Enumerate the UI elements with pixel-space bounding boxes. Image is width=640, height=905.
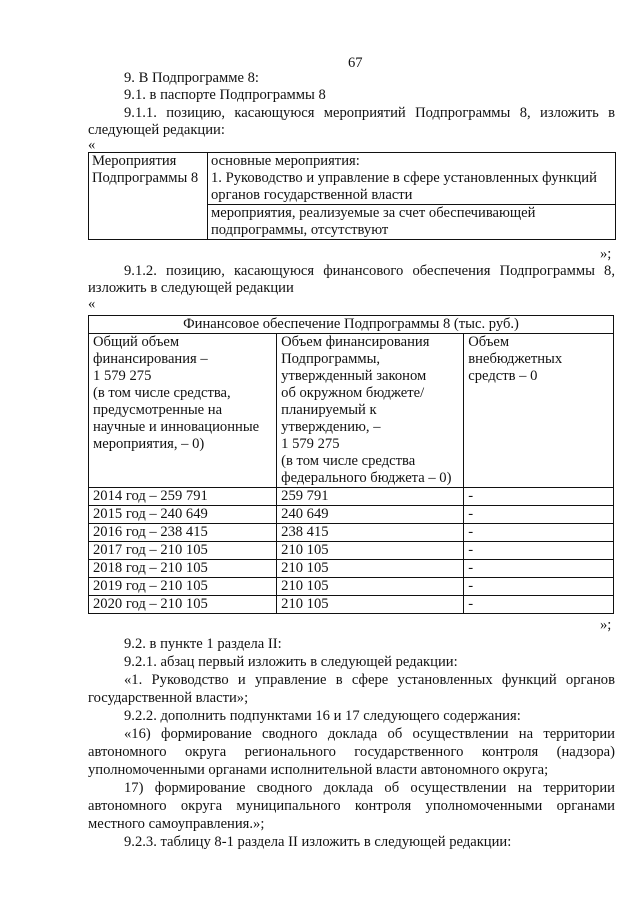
amount-cell: 210 105 bbox=[277, 596, 464, 614]
paragraph-9-2: 9.2. в пункте 1 раздела II: bbox=[124, 636, 282, 652]
table-row bbox=[89, 542, 614, 560]
quote-open-2: « bbox=[88, 296, 96, 312]
table-row bbox=[89, 488, 614, 506]
extra-cell: - bbox=[464, 560, 614, 578]
program-financing-line: Объем финансирования bbox=[281, 334, 430, 350]
paragraph-item-1-line1: «1. Руководство и управление в сфере установленных функций органов bbox=[124, 672, 615, 688]
program-financing-line: об окружном бюджете/ bbox=[281, 385, 425, 401]
total-financing-cell bbox=[89, 334, 277, 488]
total-financing-line: Общий объем bbox=[93, 334, 180, 350]
year-cell: 2015 год – 240 649 bbox=[89, 506, 277, 524]
total-financing-line: (в том числе средства, bbox=[93, 385, 231, 401]
table-row bbox=[89, 578, 614, 596]
program-financing-line: 1 579 275 bbox=[281, 436, 340, 452]
amount-cell: 210 105 bbox=[277, 560, 464, 578]
financing-table bbox=[88, 315, 614, 614]
financing-title: Финансовое обеспечение Подпрограммы 8 (тыс. руб.) bbox=[89, 316, 614, 334]
program-financing-cell bbox=[277, 334, 464, 488]
paragraph-item-17-line1: 17) формирование сводного доклада об осуществлении на территории bbox=[124, 780, 615, 796]
extrabudget-cell bbox=[464, 334, 614, 488]
measures-main-line: основные мероприятия: bbox=[211, 153, 360, 169]
amount-cell: 210 105 bbox=[277, 578, 464, 596]
table-row bbox=[89, 560, 614, 578]
quote-close-1: »; bbox=[600, 246, 612, 262]
total-financing-line: предусмотренные на bbox=[93, 402, 223, 418]
paragraph-item-16-line3: уполномоченными органами исполнительной власти автономного округа; bbox=[88, 762, 549, 778]
program-financing-line: Подпрограммы, bbox=[281, 351, 381, 367]
paragraph-item-16-line2: автономного округа регионального государственного контроля (надзора) bbox=[88, 744, 615, 760]
paragraph-9-2-2: 9.2.2. дополнить подпунктами 16 и 17 следующего содержания: bbox=[124, 708, 521, 724]
measures-table bbox=[88, 152, 616, 240]
paragraph-item-17-line2: автономного округа муниципального контроля уполномоченными органами bbox=[88, 798, 615, 814]
measures-sub-line: мероприятия, реализуемые за счет обеспечивающей bbox=[211, 205, 536, 221]
total-financing-line: мероприятия, – 0) bbox=[93, 436, 205, 452]
amount-cell: 240 649 bbox=[277, 506, 464, 524]
extrabudget-line: Объем bbox=[468, 334, 510, 350]
program-financing-line: утверждению, – bbox=[281, 419, 381, 435]
year-cell: 2017 год – 210 105 bbox=[89, 542, 277, 560]
page-number: 67 bbox=[348, 55, 363, 71]
year-cell: 2014 год – 259 791 bbox=[89, 488, 277, 506]
extra-cell: - bbox=[464, 524, 614, 542]
quote-close-2: »; bbox=[600, 617, 612, 633]
total-financing-line: 1 579 275 bbox=[93, 368, 152, 384]
measures-sub-cell bbox=[208, 205, 616, 240]
extrabudget-line: средств – 0 bbox=[468, 368, 538, 384]
program-financing-line: планируемый к bbox=[281, 402, 377, 418]
extra-cell: - bbox=[464, 488, 614, 506]
year-cell: 2018 год – 210 105 bbox=[89, 560, 277, 578]
measures-sub-line: подпрограммы, отсутствуют bbox=[211, 222, 389, 238]
total-financing-line: научные и инновационные bbox=[93, 419, 260, 435]
extra-cell: - bbox=[464, 542, 614, 560]
program-financing-line: (в том числе средства bbox=[281, 453, 416, 469]
year-cell: 2020 год – 210 105 bbox=[89, 596, 277, 614]
measures-main-cell bbox=[208, 153, 616, 205]
paragraph-9-2-1: 9.2.1. абзац первый изложить в следующей редакции: bbox=[124, 654, 458, 670]
program-financing-line: федерального бюджета – 0) bbox=[281, 470, 452, 486]
year-cell: 2016 год – 238 415 bbox=[89, 524, 277, 542]
table-row bbox=[89, 596, 614, 614]
paragraph-9-1-2-line1: 9.1.2. позицию, касающуюся финансового обеспечения Подпрограммы 8, bbox=[124, 263, 615, 279]
paragraph-item-1-line2: государственной власти»; bbox=[88, 690, 249, 706]
measures-label-line: Мероприятия bbox=[92, 153, 177, 169]
amount-cell: 259 791 bbox=[277, 488, 464, 506]
amount-cell: 238 415 bbox=[277, 524, 464, 542]
paragraph-9: 9. В Подпрограмме 8: bbox=[124, 70, 259, 86]
paragraph-9-1-2-line2: изложить в следующей редакции bbox=[88, 280, 294, 296]
measures-label-line: Подпрограммы 8 bbox=[92, 170, 199, 186]
table-row bbox=[89, 524, 614, 542]
paragraph-9-1-1-line1: 9.1.1. позицию, касающуюся мероприятий Подпрограммы 8, изложить в bbox=[124, 105, 615, 121]
paragraph-9-1-1-line2: следующей редакции: bbox=[88, 122, 225, 138]
measures-main-line: органов государственной власти bbox=[211, 187, 413, 203]
extrabudget-line: внебюджетных bbox=[468, 351, 563, 367]
extra-cell: - bbox=[464, 578, 614, 596]
extra-cell: - bbox=[464, 596, 614, 614]
extra-cell: - bbox=[464, 506, 614, 524]
quote-open-1: « bbox=[88, 137, 96, 153]
amount-cell: 210 105 bbox=[277, 542, 464, 560]
table-row bbox=[89, 506, 614, 524]
paragraph-9-2-3: 9.2.3. таблицу 8-1 раздела II изложить в следующей редакции: bbox=[124, 834, 512, 850]
year-cell: 2019 год – 210 105 bbox=[89, 578, 277, 596]
measures-main-line: 1. Руководство и управление в сфере установленных функций bbox=[211, 170, 597, 186]
paragraph-item-16-line1: «16) формирование сводного доклада об осуществлении на территории bbox=[124, 726, 615, 742]
total-financing-line: финансирования – bbox=[93, 351, 208, 367]
program-financing-line: утвержденный законом bbox=[281, 368, 427, 384]
measures-label-cell bbox=[89, 153, 208, 240]
paragraph-item-17-line3: местного самоуправления.»; bbox=[88, 816, 265, 832]
paragraph-9-1: 9.1. в паспорте Подпрограммы 8 bbox=[124, 87, 326, 103]
